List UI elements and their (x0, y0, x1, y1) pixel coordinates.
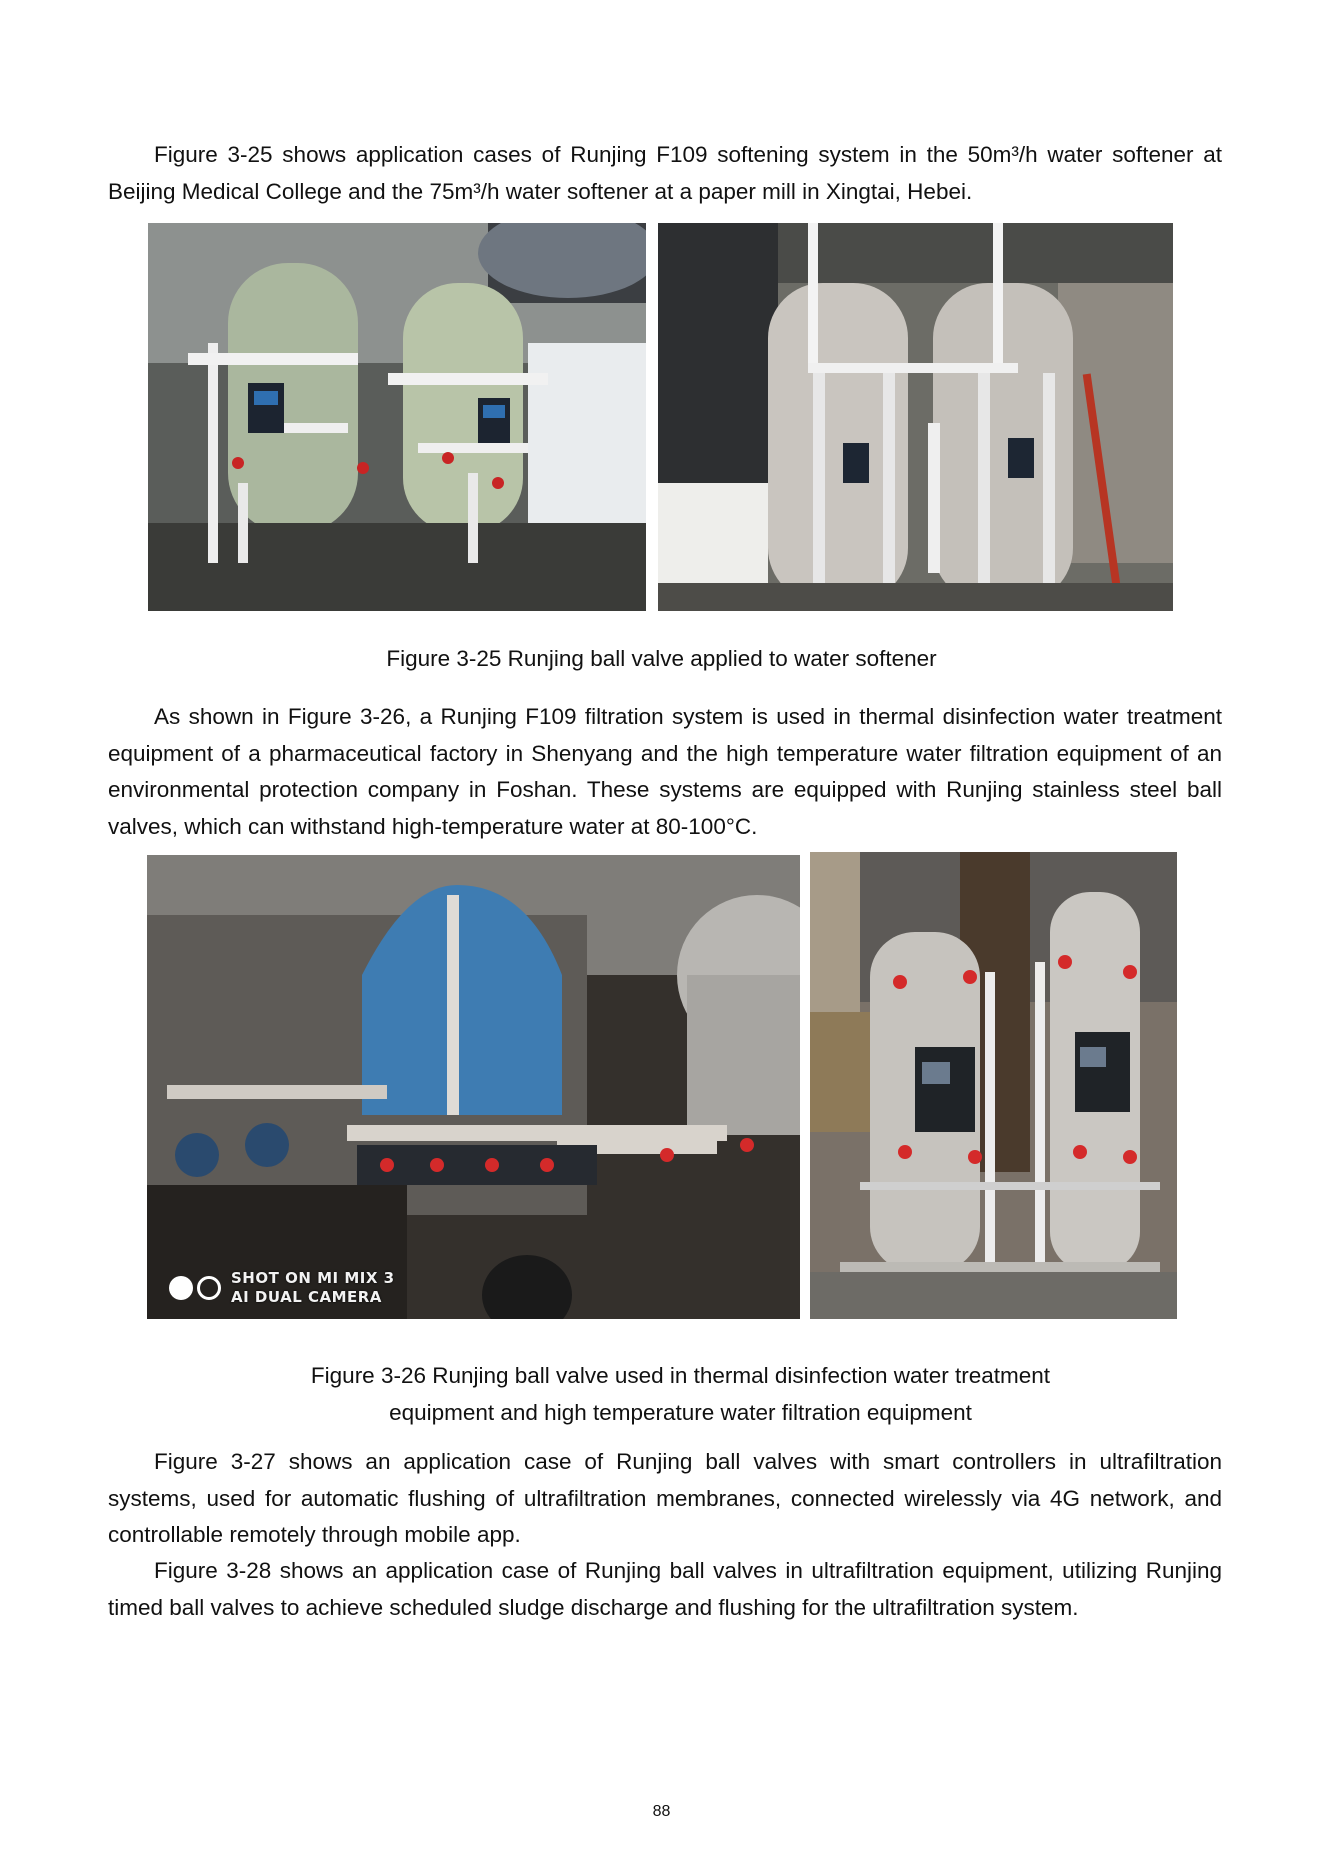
caption-figure-3-25: Figure 3-25 Runjing ball valve applied to water softener (386, 646, 937, 671)
camera-dots-icon (169, 1276, 221, 1300)
photo-fiberglass-softener-tanks (148, 223, 646, 611)
watermark-line-2: AI DUAL CAMERA (231, 1288, 382, 1306)
photo-stainless-softener-tanks (658, 223, 1173, 611)
paragraph-fig-3-25-intro: Figure 3-25 shows application cases of Runjing F109 softening system in the 50m³/h water softener at Beijing Medical College and the 75m³/h water softener at a paper mill in Xingtai, Hebei. (108, 142, 1222, 204)
caption-figure-3-26-line-2: equipment and high temperature water filtration equipment (389, 1400, 972, 1425)
paragraph-fig-3-28: Figure 3-28 shows an application case of Runjing ball valves in ultrafiltration equipment, utilizing Runjing timed ball valves to achieve scheduled sludge discharge and flushing for the ultrafiltration system. (108, 1558, 1222, 1620)
caption-figure-3-26-line-1: Figure 3-26 Runjing ball valve used in thermal disinfection water treatment (310, 1363, 1051, 1388)
paragraph-fig-3-26-intro: As shown in Figure 3-26, a Runjing F109 filtration system is used in thermal disinfection water treatment equipment of a pharmaceutical factory in Shenyang and the high temperature water filtration equipment of an environmental protection company in Foshan. These systems are equipped with Runjing stainless steel ball valves, which can withstand high-temperature water at 80-100°C. (108, 704, 1222, 839)
page-number: 88 (652, 1803, 671, 1820)
camera-watermark (169, 1269, 395, 1307)
photo-high-temperature-filtration-equipment (810, 852, 1177, 1319)
photo-thermal-disinfection-equipment (147, 855, 800, 1319)
watermark-line-1: SHOT ON MI MIX 3 (231, 1269, 395, 1287)
paragraph-fig-3-27: Figure 3-27 shows an application case of Runjing ball valves with smart controllers in ultrafiltration systems, used for automatic flushing of ultrafiltration membranes, connected wirelessly via 4G network, and controllable remotely through mobile app. (108, 1449, 1222, 1547)
